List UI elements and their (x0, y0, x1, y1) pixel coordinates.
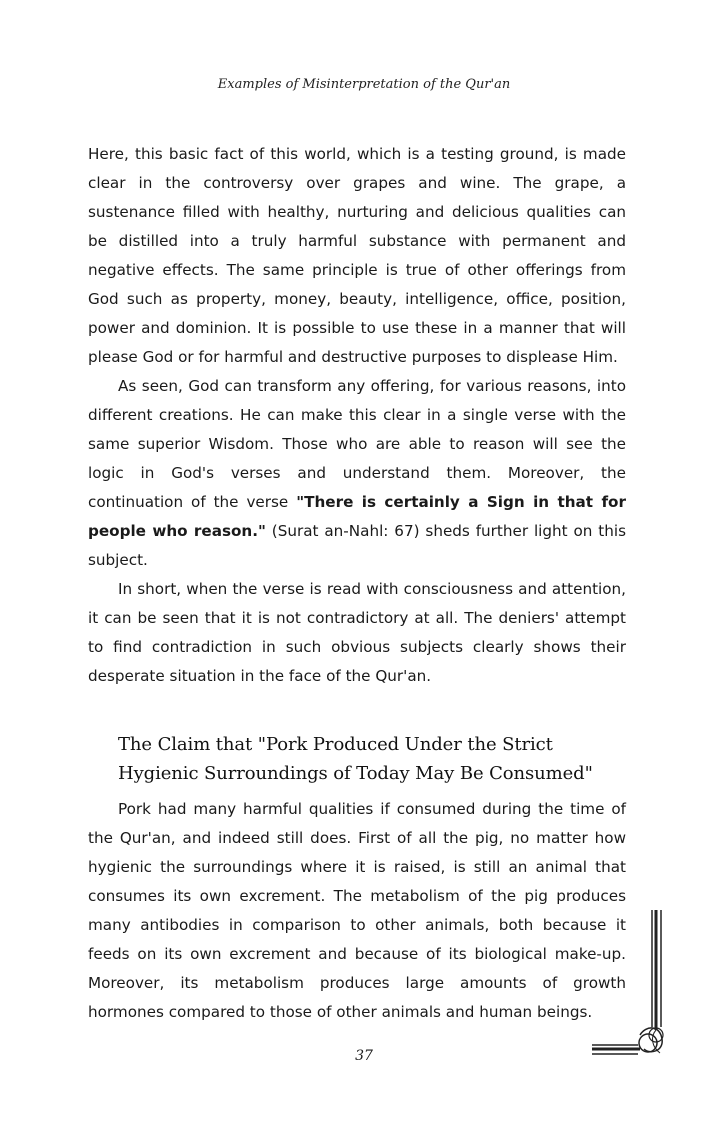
paragraph-2 (88, 372, 626, 575)
paragraph-3: In short, when the verse is read with consciousness and attention, it can be seen that it is not contradictory at all. The deniers' attempt to find contradiction in such obvious subjects clearly shows their desperate situation in the face of the Qur'an. (88, 580, 626, 685)
body-text-bottom (88, 795, 626, 1027)
body-text-top (88, 140, 626, 691)
corner-ornament-icon (590, 905, 670, 1065)
section-paragraph-1: Pork had many harmful qualities if consumed during the time of the Qur'an, and indeed still does. First of all the pig, no matter how hygienic the surroundings where it is raised, is still an animal that consumes its own excrement. The metabolism of the pig produces many antibodies in comparison to other animals, both because it feeds on its own excrement and because of its biological make-up. Moreover, its metabolism produces large amounts of growth hormones compared to those of other animals and human beings. (88, 800, 626, 1021)
running-header: Examples of Misinterpretation of the Qur'an (217, 77, 511, 92)
section-heading-line-1: The Claim that "Pork Produced Under the Strict (118, 734, 553, 755)
paragraph-2-citation: (Surat an-Nahl: 67) sheds further light on this subject. (88, 522, 626, 569)
paragraph-1: Here, this basic fact of this world, which is a testing ground, is made clear in the controversy over grapes and wine. The grape, a sustenance filled with healthy, nurturing and delicious qualities can be distilled into a truly harmful substance with permanent and negative effects. The same principle is true of other offerings from God such as property, money, beauty, intelligence, office, position, power and dominion. It is possible to use these in a manner that will please God or for harmful and destructive purposes to displease Him. (88, 145, 626, 366)
page-number: 37 (355, 1048, 373, 1064)
verse-quote: "There is certainly a Sign in that for people who reason." (88, 493, 626, 540)
section-heading (118, 730, 628, 788)
paragraph-2-text: As seen, God can transform any offering, for various reasons, into different creations. He can make this clear in a single verse with the same superior Wisdom. Those who are able to reason will see the logic in God's verses and understand them. Moreover, the continuation of the verse (88, 377, 626, 511)
section-heading-line-2: Hygienic Surroundings of Today May Be Consumed" (118, 763, 593, 784)
